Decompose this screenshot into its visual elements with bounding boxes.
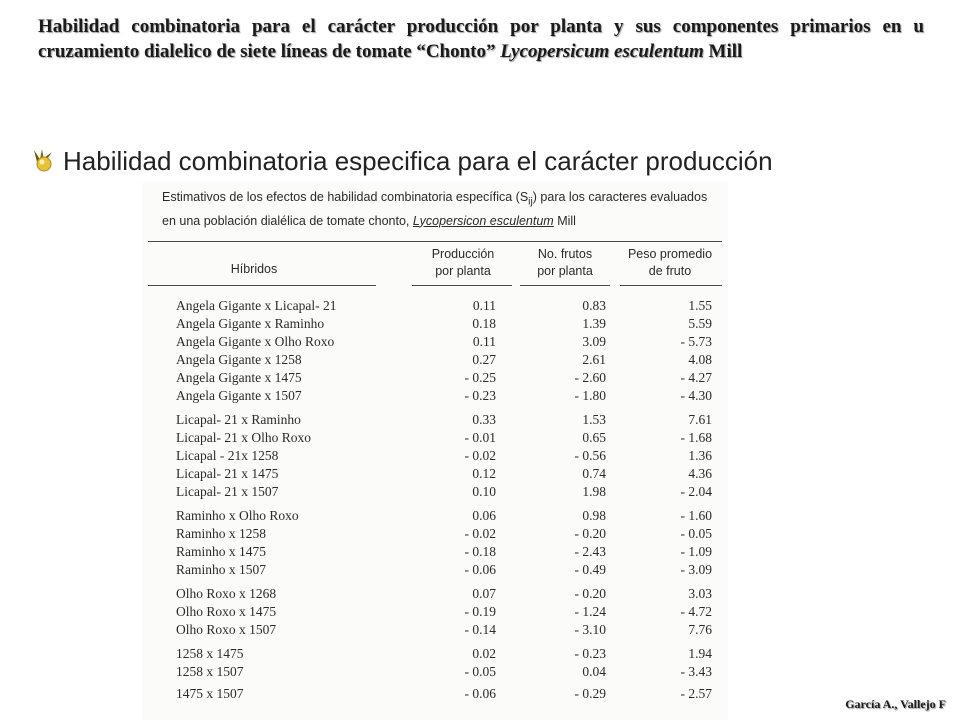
production-value: 0.06 bbox=[472, 508, 496, 523]
weight-value: - 2.04 bbox=[680, 484, 712, 499]
header-weight-line2: de fruto bbox=[648, 264, 692, 278]
fruits-value: 1.39 bbox=[582, 316, 606, 331]
hybrid-name: Licapal- 21 x 1507 bbox=[176, 484, 279, 499]
flower-bullet-icon bbox=[30, 147, 56, 173]
fruits-value: - 0.49 bbox=[574, 562, 606, 577]
weight-value: - 1.60 bbox=[680, 508, 712, 523]
production-value: - 0.19 bbox=[464, 604, 496, 619]
fruits-value: - 2.43 bbox=[574, 544, 606, 559]
hybrid-name: Raminho x 1507 bbox=[176, 562, 266, 577]
hybrid-name: Angela Gigante x Licapal- 21 bbox=[176, 298, 337, 313]
scanned-table bbox=[142, 182, 728, 720]
hybrid-name: 1258 x 1507 bbox=[176, 664, 244, 679]
weight-value: - 0.05 bbox=[680, 526, 712, 541]
fruits-value: 1.53 bbox=[582, 412, 606, 427]
production-value: - 0.06 bbox=[464, 562, 496, 577]
header-weight-line1: Peso promedio bbox=[627, 247, 713, 261]
author-credit: García A., Vallejo F bbox=[845, 697, 946, 711]
header-fruits-line2: por planta bbox=[537, 264, 593, 278]
production-value: 0.33 bbox=[472, 412, 496, 427]
fruits-value: - 2.60 bbox=[574, 370, 606, 385]
header-rule-fruits bbox=[520, 285, 610, 286]
production-value: - 0.18 bbox=[464, 544, 496, 559]
hybrid-name: Angela Gigante x 1507 bbox=[176, 388, 302, 403]
slide-title-author: Mill bbox=[708, 41, 743, 62]
caption-text: Estimativos de los efectos de habilidad combinatoria específica (S bbox=[162, 190, 529, 204]
fruits-value: - 0.20 bbox=[574, 586, 606, 601]
production-value: 0.18 bbox=[472, 316, 496, 331]
hybrid-name: Raminho x Olho Roxo bbox=[176, 508, 299, 523]
production-value: 0.02 bbox=[472, 646, 496, 661]
header-rule-hybrids bbox=[148, 285, 376, 286]
slide-title bbox=[38, 14, 924, 64]
production-value: 0.11 bbox=[472, 334, 496, 349]
hybrid-name: Licapal- 21 x Olho Roxo bbox=[176, 430, 311, 445]
production-value: - 0.02 bbox=[464, 448, 496, 463]
production-value: 0.11 bbox=[472, 298, 496, 313]
hybrid-name: 1258 x 1475 bbox=[176, 646, 244, 661]
slide-title-text: Habilidad combinatoria para el carácter producción por planta y sus componentes primarios en u cruzamiento dialelico de siete líneas de tomate “Chonto” bbox=[38, 16, 924, 62]
production-value: - 0.05 bbox=[464, 664, 496, 679]
caption-text-cont: ) para los caracteres evaluados en una población dialélica de tomate chonto, bbox=[162, 190, 708, 228]
production-value: 0.10 bbox=[472, 484, 496, 499]
header-production-line2: por planta bbox=[435, 264, 491, 278]
bullet-point bbox=[30, 143, 930, 183]
weight-value: - 4.72 bbox=[680, 604, 712, 619]
weight-value: 3.03 bbox=[688, 586, 712, 601]
hybrid-name: Angela Gigante x 1258 bbox=[176, 352, 302, 367]
fruits-value: 0.65 bbox=[582, 430, 606, 445]
production-value: - 0.14 bbox=[464, 622, 496, 637]
weight-value: - 3.09 bbox=[680, 562, 712, 577]
fruits-value: 1.98 bbox=[582, 484, 606, 499]
hybrid-name: Angela Gigante x Olho Roxo bbox=[176, 334, 335, 349]
weight-value: 1.36 bbox=[688, 448, 712, 463]
weight-value: - 2.57 bbox=[680, 686, 712, 701]
weight-value: - 4.30 bbox=[680, 388, 712, 403]
header-fruits bbox=[520, 246, 610, 280]
weight-value: - 3.43 bbox=[680, 664, 712, 679]
caption-author: Mill bbox=[557, 213, 576, 228]
hybrid-name: Raminho x 1258 bbox=[176, 526, 266, 541]
weight-value: - 1.68 bbox=[680, 430, 712, 445]
weight-value: - 4.27 bbox=[680, 370, 712, 385]
hybrid-name: Raminho x 1475 bbox=[176, 544, 266, 559]
weight-value: 4.36 bbox=[688, 466, 712, 481]
fruits-value: 3.09 bbox=[582, 334, 606, 349]
fruits-value: - 0.29 bbox=[574, 686, 606, 701]
hybrid-name: Angela Gigante x 1475 bbox=[176, 370, 302, 385]
hybrid-name: Olho Roxo x 1475 bbox=[176, 604, 277, 619]
production-value: 0.27 bbox=[472, 352, 496, 367]
header-fruits-line1: No. frutos bbox=[537, 247, 593, 261]
table-top-rule bbox=[148, 241, 722, 242]
hybrid-name: 1475 x 1507 bbox=[176, 686, 244, 701]
fruits-value: 0.74 bbox=[582, 466, 606, 481]
header-hybrids: Híbridos bbox=[230, 262, 278, 276]
weight-value: - 5.73 bbox=[680, 334, 712, 349]
hybrid-name: Licapal- 21 x 1475 bbox=[176, 466, 279, 481]
production-value: 0.12 bbox=[472, 466, 496, 481]
header-weight bbox=[618, 246, 722, 280]
hybrid-name: Olho Roxo x 1268 bbox=[176, 586, 277, 601]
fruits-value: 0.04 bbox=[582, 664, 606, 679]
header-rule-production bbox=[412, 285, 512, 286]
fruits-value: - 1.24 bbox=[574, 604, 606, 619]
production-value: - 0.06 bbox=[464, 686, 496, 701]
fruits-value: 0.83 bbox=[582, 298, 606, 313]
caption-species: Lycopersicon esculentum bbox=[412, 213, 554, 228]
production-value: - 0.02 bbox=[464, 526, 496, 541]
bullet-text: Habilidad combinatoria especifica para el carácter producción bbox=[63, 146, 773, 176]
weight-value: 7.61 bbox=[688, 412, 712, 427]
fruits-value: - 0.23 bbox=[574, 646, 606, 661]
header-production-line1: Producción bbox=[431, 247, 495, 261]
hybrid-name: Licapal- 21 x Raminho bbox=[176, 412, 301, 427]
caption-subscript: ij bbox=[528, 196, 533, 208]
hybrid-name: Angela Gigante x Raminho bbox=[176, 316, 325, 331]
weight-value: 7.76 bbox=[688, 622, 712, 637]
hybrid-name: Olho Roxo x 1507 bbox=[176, 622, 277, 637]
fruits-value: - 0.20 bbox=[574, 526, 606, 541]
header-rule-weight bbox=[620, 285, 722, 286]
weight-value: 5.59 bbox=[688, 316, 712, 331]
slide-title-species: Lycopersicum esculentum bbox=[500, 41, 704, 62]
weight-value: - 1.09 bbox=[680, 544, 712, 559]
production-value: - 0.23 bbox=[464, 388, 496, 403]
weight-value: 1.94 bbox=[688, 646, 712, 661]
fruits-value: - 3.10 bbox=[574, 622, 606, 637]
header-production bbox=[414, 246, 512, 280]
production-value: 0.07 bbox=[472, 586, 496, 601]
fruits-value: - 1.80 bbox=[574, 388, 606, 403]
fruits-value: 0.98 bbox=[582, 508, 606, 523]
fruits-value: 2.61 bbox=[582, 352, 606, 367]
fruits-value: - 0.56 bbox=[574, 448, 606, 463]
production-value: - 0.25 bbox=[464, 370, 496, 385]
weight-value: 4.08 bbox=[688, 352, 712, 367]
table-caption bbox=[162, 188, 722, 230]
weight-value: 1.55 bbox=[688, 298, 712, 313]
production-value: - 0.01 bbox=[464, 430, 496, 445]
hybrid-name: Licapal - 21x 1258 bbox=[176, 448, 279, 463]
